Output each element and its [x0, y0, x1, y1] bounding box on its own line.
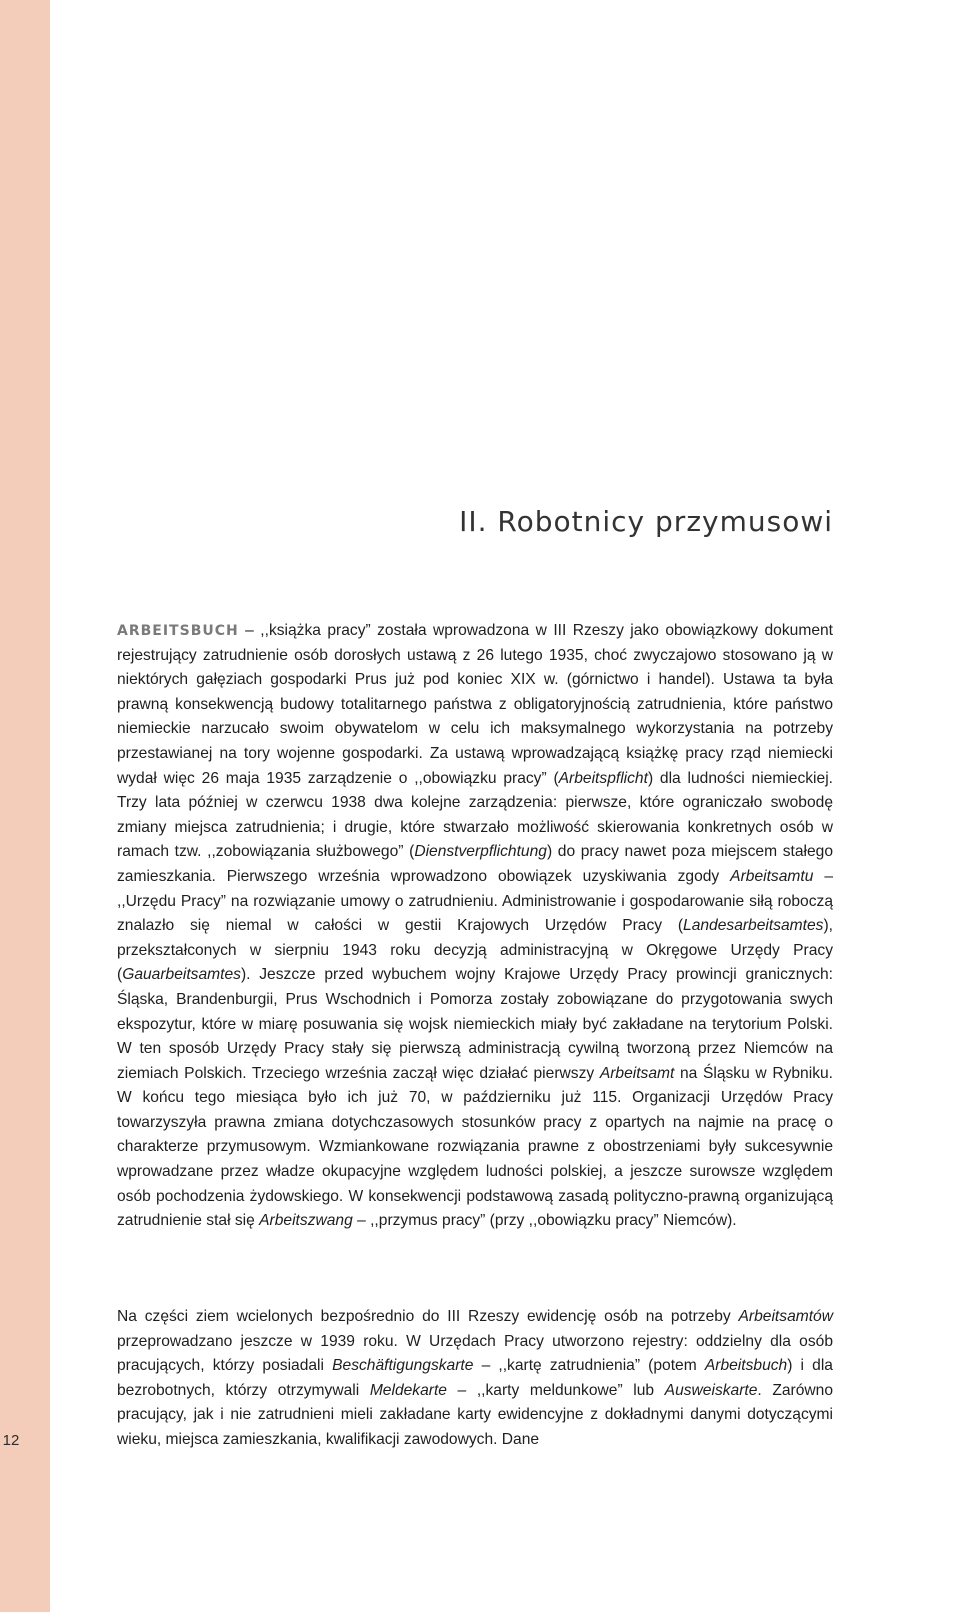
italic-term: Arbeitszwang: [259, 1212, 353, 1230]
body-paragraph-registration: [117, 1305, 833, 1453]
italic-term: Gauarbeitsamtes: [122, 966, 241, 984]
text-run: . Zarówno pracujący, jak i nie zatrudnieni mieli zakładane karty ewidencyjne z dokładnymi danymi dotyczącymi wieku, miejsca zamieszkania, kwalifikacji zawodowych. Dane: [117, 1381, 834, 1448]
body-paragraph-arbeitsbuch: [117, 619, 833, 1234]
italic-term: Dienstverpflichtung: [414, 843, 547, 861]
text-run: – ,,przymus pracy” (przy ,,obowiązku pracy” Niemców).: [352, 1212, 737, 1230]
text-run: – ,,kartę zatrudnienia” (potem: [473, 1357, 705, 1375]
italic-term: Arbeitsamt: [599, 1064, 675, 1082]
text-run: na Śląsku w Rybniku. W końcu tego miesiąca było ich już 70, w październiku już 115. Organizacji Urzędów Pracy towarzyszyła prawna zmiana dotychczasowych stosunków pracy z opartych na najmie na pracę o charakterze przymusowym. Wzmiankowane rozwiązania prawne z obostrzeniami były sukcesywnie wprowadzane przez władze okupacyjne względem ludności polskiej, a jeszcze surowsze względem osób pochodzenia żydowskiego. W konsekwencji podstawową zasadą polityczno-prawną organizującą zatrudnienie stał się: [117, 1064, 833, 1230]
chapter-title: II. Robotnicy przymusowi: [459, 505, 833, 538]
text-run: ). Jeszcze przed wybuchem wojny Krajowe Urzędy Pracy prowincji granicznych: Śląska, Brandenburgii, Prus Wschodnich i Pomorza zostały zobowiązane do przygotowania swych ekspozytur, które w miarę posuwania się wojsk niemieckich miały być zakładane na terytorium Polski. W ten sposób Urzędy Pracy stały się pierwszą administracją cywilną tworzoną przez Niemców na ziemiach Polskich. Trzeciego września zaczął więc działać pierwszy: [117, 966, 833, 1082]
text-run: – ,,karty meldunkowe” lub: [446, 1381, 665, 1399]
text-run: – ,,Urzędu Pracy” na rozwiązanie umowy o zatrudnieniu. Administrowanie i gospodarowanie siłą roboczą znalazło się niemal w całości w gestii Krajowych Urzędów Pracy (: [117, 867, 833, 935]
text-run: ) do pracy nawet poza miejscem stałego zamieszkania. Pierwszego września wprowadzono obowiązek uzyskiwania zgody: [117, 843, 833, 885]
page-margin-band: [0, 0, 50, 1612]
text-run: Na części ziem wcielonych bezpośrednio do III Rzeszy ewidencję osób na potrzeby: [117, 1308, 739, 1325]
text-run: – ,,książka pracy” została wprowadzona w III Rzeszy jako obowiązkowy dokument rejestrujący zatrudnienie osób dorosłych ustawą z 26 lutego 1935, choć zwyczajowo stosowano ją w niektórych gałęziach gospodarki Prus już pod koniec XIX w. (górnictwo i handel). Ustawa ta była prawną konsekwencją budowy totalitarnego państwa z obligatoryjnością zatrudnienia, które państwo niemieckie narzucało swoim obywatelom w celu ich maksymalnego wykorzystania na potrzeby przestawianej na tory wojenne gospodarki. Za ustawą wprowadzającą książkę pracy rząd niemiecki wydał więc 26 maja 1935 zarządzenie o ,,obowiązku pracy” (: [117, 622, 833, 787]
italic-term: Meldekarte: [369, 1381, 447, 1399]
italic-term: Arbeitspflicht: [558, 769, 648, 787]
italic-term: Landesarbeitsamtes: [683, 917, 824, 935]
text-run: ) dla ludności niemieckiej. Trzy lata później w czerwcu 1938 dwa kolejne zarządzenia: pierwsze, które ograniczało swobodę zmiany miejsca zatrudnienia; i drugie, które stwarzało możliwość skierowania konkretnych osób w ramach tzw. ,,zobowiązania służbowego” (: [117, 769, 833, 861]
italic-term: Arbeitsamtu: [730, 867, 814, 885]
italic-term: Ausweiskarte: [664, 1381, 758, 1399]
text-run: przeprowadzano jeszcze w 1939 roku. W Urzędach Pracy utworzono rejestry: oddzielny dla osób pracujących, którzy posiadali: [117, 1332, 833, 1375]
italic-term: Arbeitsbuch: [704, 1357, 788, 1375]
page-number: 12: [2, 1432, 20, 1449]
italic-term: Beschäftigungskarte: [332, 1357, 474, 1375]
text-run: ) i dla bezrobotnych, którzy otrzymywali: [117, 1357, 833, 1399]
italic-term: Arbeitsamtów: [738, 1308, 833, 1325]
text-run: ), przekształconych w sierpniu 1943 roku decyzją administracyjną w Okręgowe Urzędy Pracy (: [117, 917, 833, 984]
lead-term: ARBEITSBUCH: [117, 623, 239, 639]
